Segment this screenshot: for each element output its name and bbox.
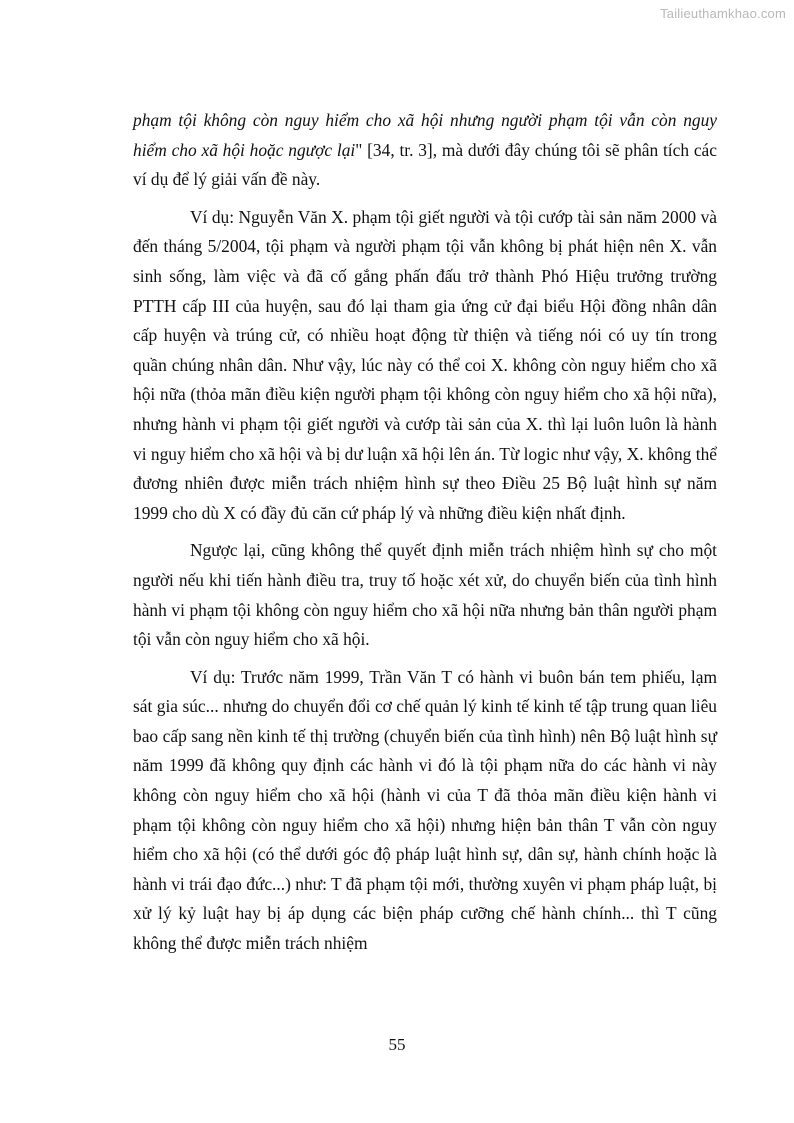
paragraph-conversely: Ngược lại, cũng không thể quyết định miễn trách nhiệm hình sự cho một người nếu khi tiến hành điều tra, truy tố hoặc xét xử, do chuyển biến của tình hình hành vi phạm tội không còn nguy hiểm cho xã hội nữa nhưng bản thân người phạm tội vẫn còn nguy hiểm cho xã hội. — [133, 540, 717, 650]
page-number: 55 — [388, 1035, 406, 1054]
paragraph-example-x: Ví dụ: Nguyễn Văn X. phạm tội giết người và tội cướp tài sản năm 2000 và đến tháng 5/2004, tội phạm và người phạm tội vẫn không bị phát hiện nên X. vẫn sinh sống, làm việc và đã cố gắng phấn đấu trở thành Phó Hiệu trưởng trường PTTH cấp III của huyện, sau đó lại tham gia ứng cử đại biểu Hội đồng nhân dân cấp huyện và trúng cử, có nhiều hoạt động từ thiện và tiếng nói có uy tín trong quần chúng nhân dân. Như vậy, lúc này có thể coi X. không còn nguy hiểm cho xã hội nữa (thỏa mãn điều kiện người phạm tội không còn nguy hiểm cho xã hội nữa), nhưng hành vi phạm tội giết người và cướp tài sản của X. thì lại luôn luôn là hành vi nguy hiểm cho xã hội và bị dư luận xã hội lên án. Từ logic như vậy, X. không thể đương nhiên được miễn trách nhiệm hình sự theo Điều 25 Bộ luật hình sự năm 1999 cho dù X có đầy đủ căn cứ pháp lý và những điều kiện nhất định. — [133, 206, 717, 523]
paragraph-example-t: Ví dụ: Trước năm 1999, Trần Văn T có hành vi buôn bán tem phiếu, lạm sát gia súc... nhưng do chuyển đổi cơ chế quản lý kinh tế kinh tế tập trung quan liêu bao cấp sang nền kinh tế thị trường (chuyển biến của tình hình) nên Bộ luật hình sự năm 1999 đã không quy định các hành vi đó là tội phạm nữa do các hành vi này không còn nguy hiểm cho xã hội (hành vi của T đã thỏa mãn điều kiện hành vi phạm tội không còn nguy hiểm cho xã hội) nhưng hiện bản thân T vẫn còn nguy hiểm cho xã hội (có thể dưới góc độ pháp luật hình sự, dân sự, hành chính hoặc là hành vi trái đạo đức...) như: T đã phạm tội mới, thường xuyên vi phạm pháp luật, bị xử lý kỷ luật hay bị áp dụng các biện pháp cưỡng chế hành chính... thì T cũng không thể được miễn trách nhiệm — [133, 666, 717, 954]
document-body — [133, 106, 717, 959]
watermark-text: Tailieuthamkhao.com — [660, 6, 786, 21]
paragraph-continuation — [133, 106, 717, 195]
italic-quote: phạm tội không còn nguy hiểm cho xã hội nhưng người phạm tội vẫn còn nguy hiểm cho xã hội hoặc ngược lại — [133, 110, 717, 160]
paragraph-text: " [34, tr. 3], mà dưới đây chúng tôi sẽ phân tích các ví dụ để lý giải vấn đề này. — [133, 139, 717, 190]
